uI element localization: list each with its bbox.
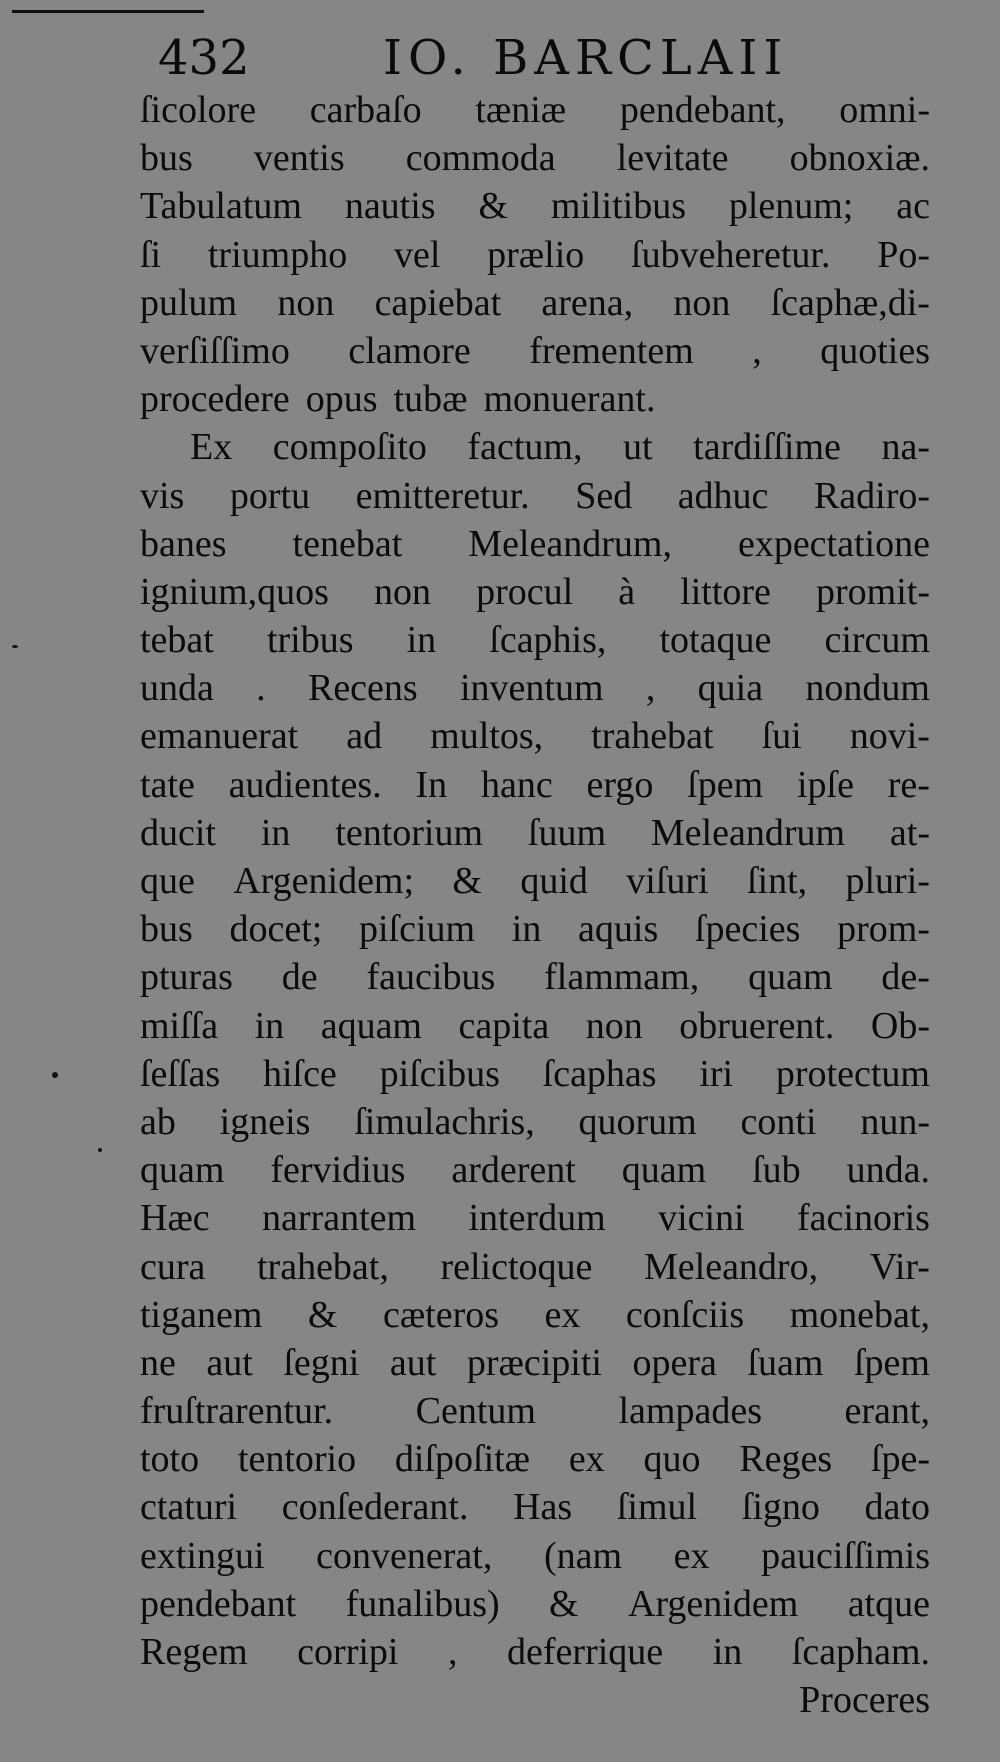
word: emanuerat (140, 715, 299, 758)
word: ut (623, 426, 653, 469)
text-line (140, 1435, 930, 1483)
word: promit- (816, 570, 930, 613)
text-line (140, 1339, 930, 1387)
word: ſpecies (694, 908, 801, 951)
text-line (140, 1483, 930, 1531)
word: atque (847, 1582, 930, 1625)
word: omni- (839, 89, 930, 131)
word: unda (140, 667, 214, 710)
text-line (140, 568, 930, 616)
word: , (752, 329, 762, 372)
word: lampades (618, 1390, 762, 1433)
word: adhuc (677, 474, 769, 517)
word: non (374, 570, 432, 613)
word: de- (881, 956, 930, 999)
word: at- (889, 811, 930, 854)
word: Has (513, 1486, 573, 1529)
word: re- (887, 763, 930, 806)
word: monebat, (789, 1293, 930, 1336)
word: ſint, (746, 860, 808, 902)
word: capiebat (374, 281, 502, 324)
word: totaque (659, 619, 772, 662)
word: vis (140, 474, 185, 517)
word: opus (305, 378, 378, 421)
word: In (415, 763, 448, 806)
word: Recens (307, 667, 418, 710)
text-line (140, 809, 930, 857)
word: pluri- (845, 860, 930, 902)
word: inventum (460, 667, 604, 710)
word: in (406, 619, 437, 662)
text-line (140, 1387, 930, 1435)
word: ſpem (687, 763, 764, 806)
word: . (256, 667, 266, 710)
text-line (140, 905, 930, 953)
ink-speck (12, 645, 18, 648)
word: tentorio (237, 1438, 357, 1481)
word: militibus (550, 185, 686, 228)
word: hanc (480, 763, 553, 806)
word: non (673, 281, 731, 324)
word: ne (140, 1341, 176, 1384)
word: flammam, (544, 956, 700, 999)
word: pendebant, (619, 89, 786, 131)
word: piſcibus (379, 1052, 500, 1095)
word: docet; (229, 908, 323, 951)
word: quoties (820, 329, 930, 372)
word: obruerent. (679, 1004, 835, 1047)
word: nautis (344, 185, 436, 228)
word: protectum (775, 1052, 930, 1095)
word: Tabulatum (140, 185, 302, 228)
word: relictoque (440, 1245, 593, 1288)
running-head: IO. BARCLAII (383, 30, 789, 86)
word: procedere (140, 378, 290, 421)
word: Reges (739, 1438, 833, 1481)
word: pauciſſimis (761, 1534, 930, 1577)
word: miſſa (140, 1004, 219, 1047)
word: & (452, 860, 482, 902)
word: portu (229, 474, 311, 517)
word: ſub (752, 1149, 801, 1192)
word: ad (346, 715, 383, 758)
word: plenum; (728, 185, 854, 228)
text-line (140, 86, 930, 134)
word: nun- (860, 1100, 930, 1143)
word: quia (697, 667, 764, 710)
text-line (140, 664, 930, 712)
word: monuerant. (483, 378, 656, 421)
word: tardiſſime (693, 426, 841, 469)
word: quid (520, 860, 588, 902)
word: Centum (415, 1390, 536, 1433)
word: procul (476, 570, 574, 613)
word: de (281, 956, 318, 999)
text-line (140, 953, 930, 1001)
word: ab (140, 1100, 176, 1143)
word: quam (140, 1149, 225, 1192)
word: conſciis (625, 1293, 745, 1336)
word: Vir- (869, 1245, 930, 1288)
text-line (140, 1194, 930, 1242)
word: deferrique (507, 1631, 664, 1673)
word: bus (140, 908, 193, 951)
word: conſederant. (281, 1486, 469, 1529)
word: opera (632, 1341, 717, 1384)
word: ſpem (853, 1341, 930, 1384)
word: igneis (219, 1100, 311, 1143)
word: carbaſo (309, 89, 422, 131)
word: Argenidem; (233, 860, 415, 902)
word: ſcapham. (791, 1631, 930, 1673)
word: trahebat, (256, 1245, 389, 1288)
word: dato (864, 1486, 930, 1529)
word: tebat (140, 619, 214, 662)
word: tiganem (140, 1293, 263, 1336)
word: tentorium (335, 811, 484, 854)
text-line (140, 375, 930, 423)
word: ſpe- (870, 1438, 930, 1481)
word: tæniæ (475, 89, 567, 131)
text-line (140, 279, 930, 327)
text-line (140, 182, 930, 230)
word: frementem (529, 329, 694, 372)
word: ex (544, 1293, 581, 1336)
word: Hæc (140, 1197, 210, 1240)
word: arderent (451, 1149, 576, 1192)
word: ducit (140, 811, 216, 854)
word: ſimulachris, (354, 1100, 535, 1143)
word: Meleandrum, (468, 522, 672, 565)
word: nondum (805, 667, 930, 710)
word: pturas (140, 956, 233, 999)
word: ſimul (616, 1486, 698, 1529)
word: viſuri (626, 860, 709, 902)
word: Ex (190, 426, 233, 469)
word: banes (140, 522, 227, 565)
text-line (140, 1002, 930, 1050)
word: in (254, 1004, 285, 1047)
word: conti (740, 1100, 817, 1143)
word: Po- (877, 233, 930, 276)
word: prom- (837, 908, 930, 951)
word: Sed (575, 474, 633, 517)
word: Regem (140, 1631, 248, 1673)
text-line (140, 1146, 930, 1194)
word: ventis (253, 137, 345, 180)
word: funalibus) (345, 1582, 500, 1625)
word: , (448, 1631, 458, 1673)
word: quo (643, 1438, 701, 1481)
word: ignium,quos (140, 570, 329, 613)
word: (nam (543, 1534, 623, 1577)
word: compoſito (272, 426, 427, 469)
word: hiſce (262, 1052, 337, 1095)
word: corripi (297, 1631, 399, 1673)
word: à (618, 570, 636, 613)
text-line (140, 1676, 930, 1724)
word: ſeſſas (140, 1052, 221, 1095)
word: triumpho (207, 233, 348, 276)
word: convenerat, (316, 1534, 493, 1577)
ink-speck (52, 1072, 58, 1078)
page-header (158, 28, 918, 88)
word: diſpoſitæ (394, 1438, 531, 1481)
word: & (307, 1293, 338, 1336)
word: tribus (266, 619, 354, 662)
word: cura (140, 1245, 206, 1288)
text-line (140, 1098, 930, 1146)
body-text (140, 86, 930, 1724)
text-line (140, 231, 930, 279)
word: ergo (586, 763, 654, 806)
word: præcipiti (466, 1341, 602, 1384)
word: ex (568, 1438, 605, 1481)
text-line (140, 616, 930, 664)
text-line (140, 472, 930, 520)
word: ſegni (283, 1341, 360, 1384)
word: erant, (844, 1390, 930, 1433)
word: vel (393, 233, 441, 276)
text-line (140, 1291, 930, 1339)
word: audientes. (228, 763, 382, 806)
word: unda. (846, 1149, 930, 1192)
word: factum, (467, 426, 583, 469)
word: aquam (320, 1004, 422, 1047)
word: aquis (578, 908, 659, 951)
word: verſiſſimo (140, 329, 290, 372)
word: in (260, 811, 291, 854)
word: aut (389, 1341, 437, 1384)
word: novi- (849, 715, 930, 758)
word: tubæ (393, 378, 468, 421)
text-line (140, 1532, 930, 1580)
word: levitate (616, 137, 729, 180)
word: quorum (578, 1100, 697, 1143)
word: quam (748, 956, 833, 999)
word: faucibus (366, 956, 496, 999)
text-line (140, 1580, 930, 1628)
word: bus (140, 137, 193, 180)
word: cæteros (382, 1293, 500, 1336)
word: pulum (140, 281, 238, 324)
word: tate (140, 763, 195, 806)
word: ſicolore (140, 89, 257, 131)
word: interdum (468, 1197, 606, 1240)
word: extingui (140, 1534, 265, 1577)
word: ſigno (741, 1486, 820, 1529)
word: capita (458, 1004, 550, 1047)
ink-speck (98, 1148, 102, 1152)
word: toto (140, 1438, 200, 1481)
word: arena, (541, 281, 634, 324)
word: in (511, 908, 542, 951)
word: ex (673, 1534, 710, 1577)
word: ipſe (796, 763, 854, 806)
word: tenebat (292, 522, 403, 565)
word: Radiro- (813, 474, 930, 517)
word: ſcaphas (542, 1052, 657, 1095)
word: na- (881, 426, 930, 469)
word: piſcium (359, 908, 476, 951)
text-line (140, 1243, 930, 1291)
word: trahebat (591, 715, 714, 758)
word: clamore (348, 329, 471, 372)
word: ſubveheretur. (631, 233, 831, 276)
word: expectatione (737, 522, 930, 565)
top-rule (12, 10, 204, 13)
page-number: 432 (158, 30, 250, 86)
text-line (140, 857, 930, 905)
word: que (140, 860, 195, 902)
text-line (140, 761, 930, 809)
text-line (140, 1628, 930, 1676)
text-line (140, 134, 930, 182)
word: aut (206, 1341, 253, 1384)
word: non (277, 281, 335, 324)
word: Meleandro, (643, 1245, 819, 1288)
word: circum (824, 619, 930, 662)
word: fervidius (270, 1149, 406, 1192)
word: ſuam (747, 1341, 824, 1384)
word: Argenidem (628, 1582, 799, 1625)
text-line (140, 1050, 930, 1098)
word: quam (621, 1149, 707, 1192)
text-line (140, 520, 930, 568)
word: ſi (140, 233, 162, 276)
word: emitteretur. (355, 474, 530, 517)
word: vicini (658, 1197, 745, 1240)
text-line (140, 712, 930, 760)
word: in (712, 1631, 743, 1673)
word: commoda (405, 137, 556, 180)
text-line (140, 327, 930, 375)
word: , (645, 667, 656, 710)
text-line (140, 423, 930, 471)
word: littore (680, 570, 771, 613)
word: ſui (761, 715, 802, 758)
word: ſcaphis, (489, 619, 607, 662)
word: iri (699, 1052, 734, 1095)
word: Ob- (870, 1004, 930, 1047)
word: Proceres (799, 1679, 930, 1722)
word: pendebant (140, 1582, 297, 1625)
word: narrantem (262, 1197, 417, 1240)
word: fruſtrarentur. (140, 1390, 334, 1433)
word: Meleandrum (650, 811, 846, 854)
word: ſuum (527, 811, 607, 854)
word: prælio (487, 233, 585, 276)
word: non (585, 1004, 643, 1047)
word: multos, (430, 715, 544, 758)
word: & (478, 185, 508, 228)
word: ctaturi (140, 1486, 238, 1529)
word: obnoxiæ. (789, 137, 930, 180)
word: ac (896, 185, 930, 228)
word: ſcaphæ,di- (770, 281, 930, 324)
word: & (549, 1582, 579, 1625)
word: facinoris (797, 1197, 930, 1240)
